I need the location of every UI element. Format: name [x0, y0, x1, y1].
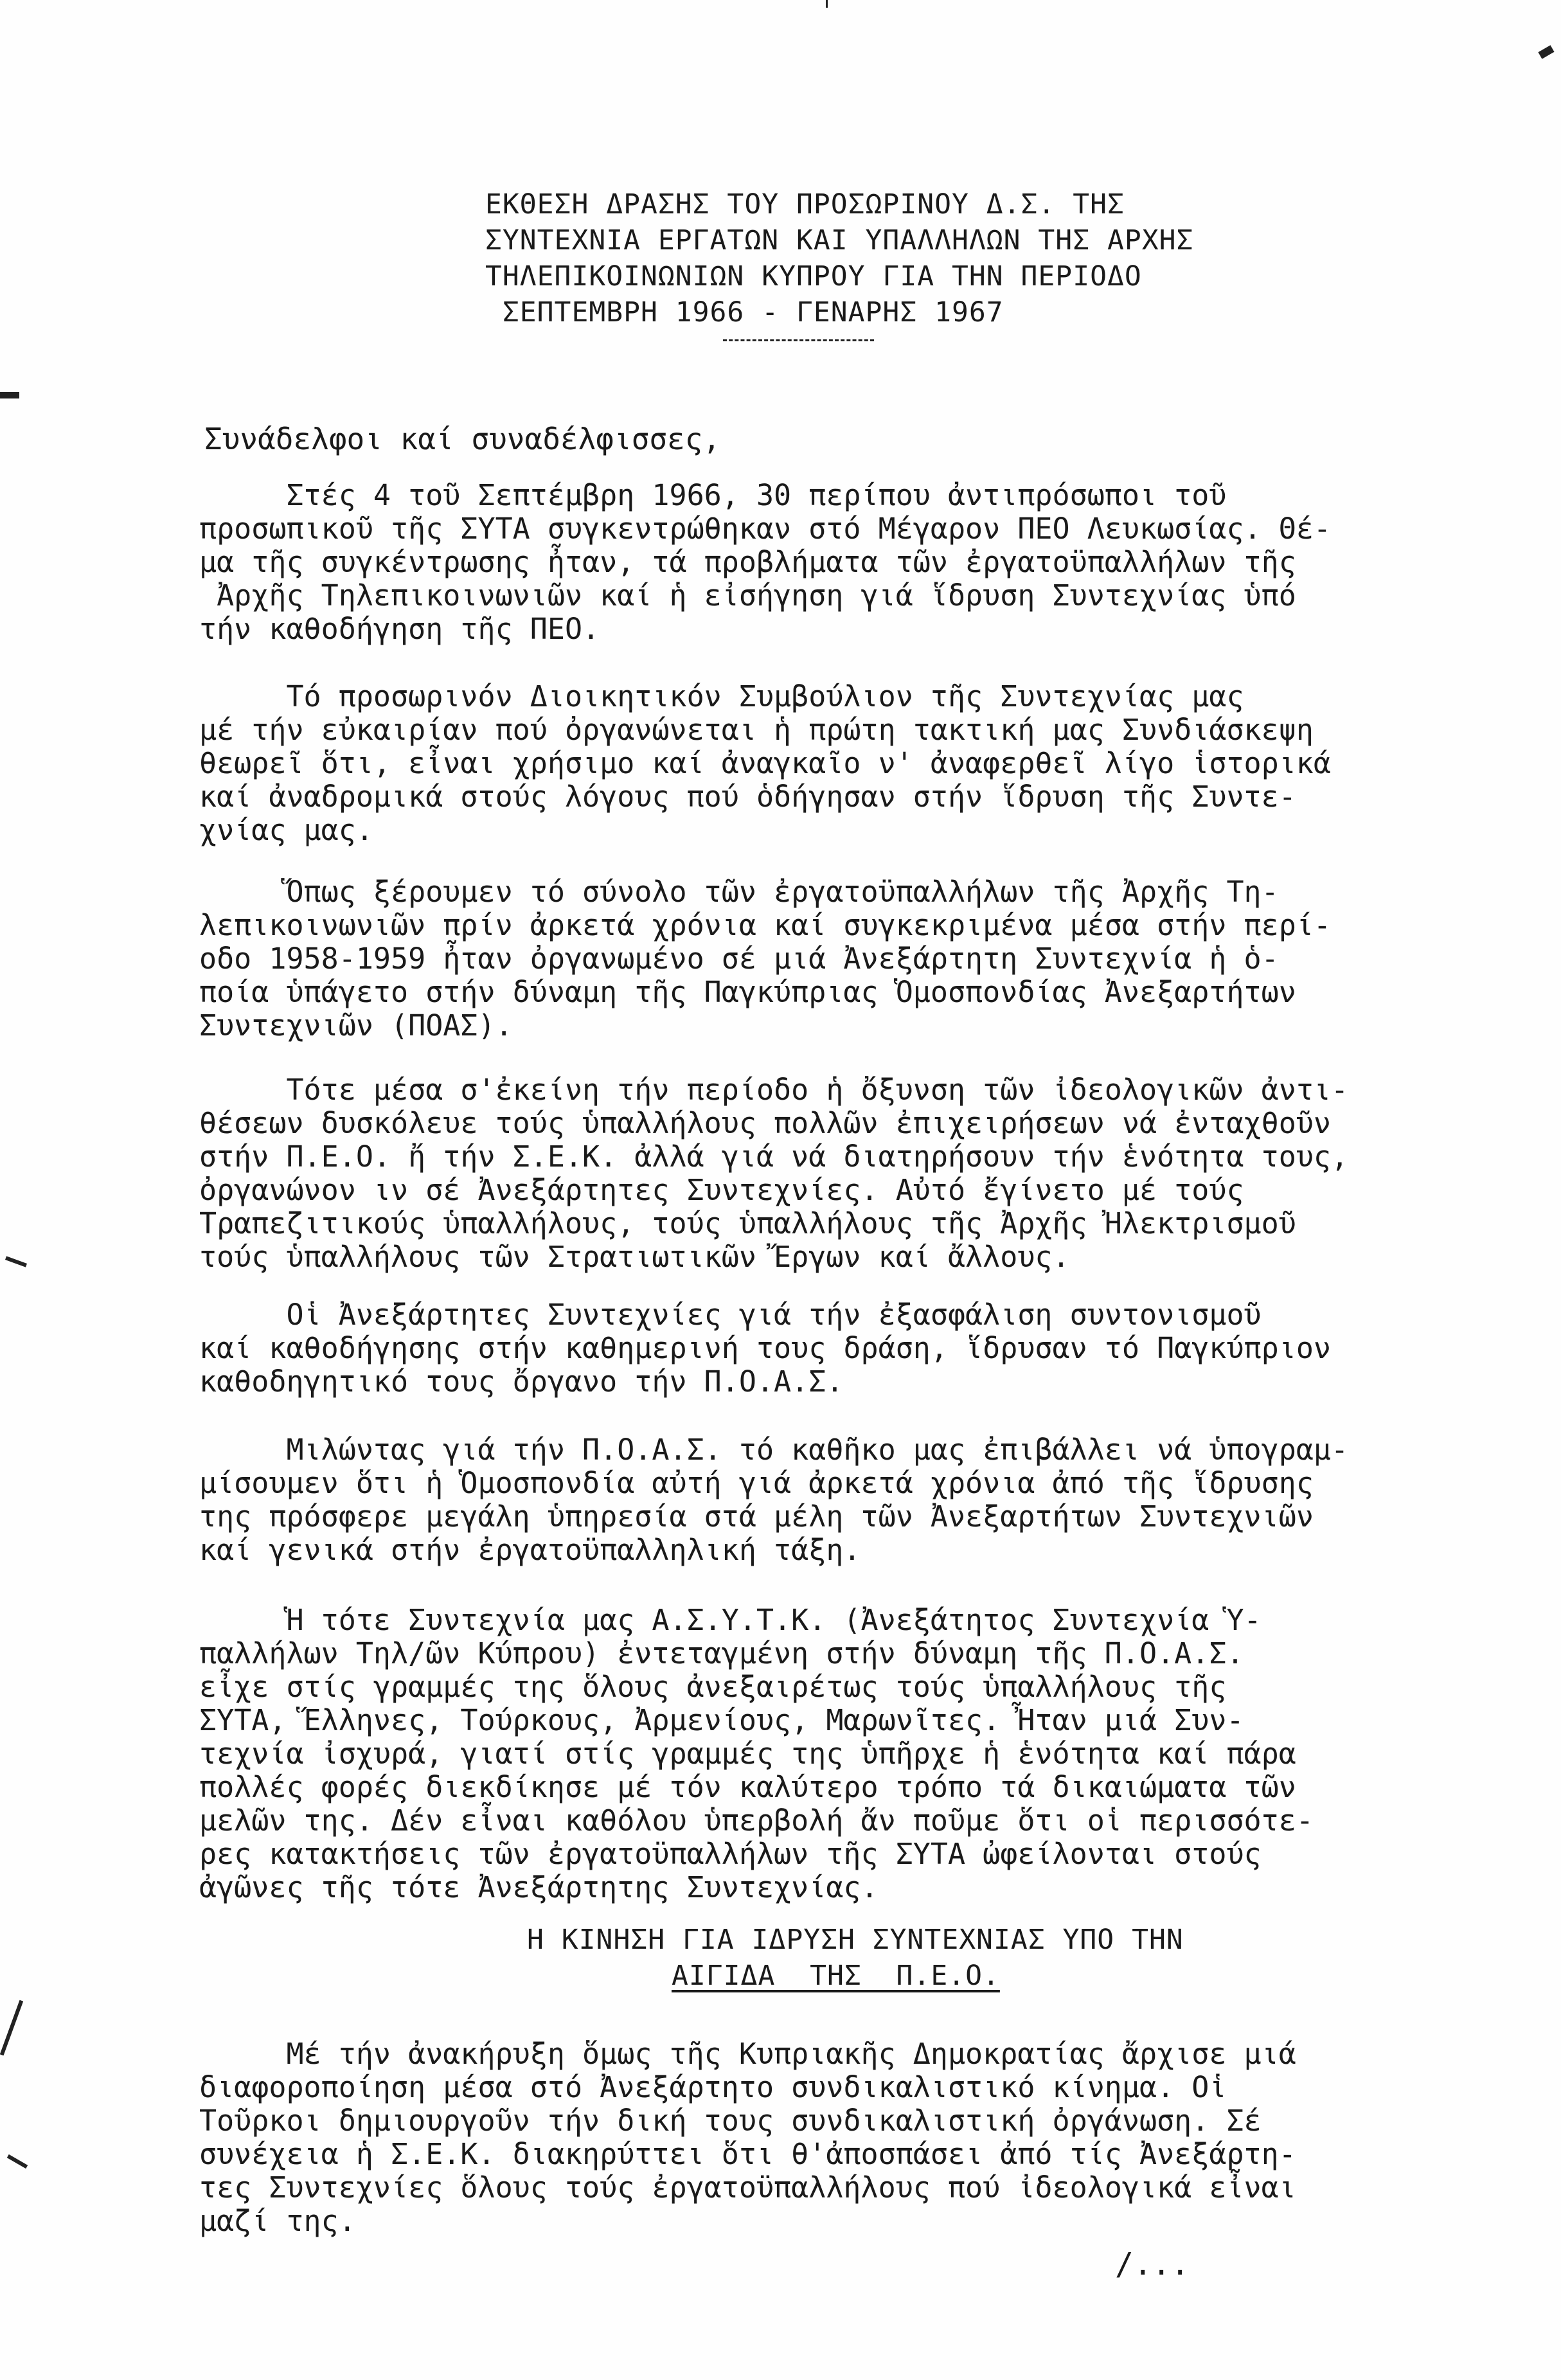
- title-divider: [723, 339, 874, 341]
- text-line: ποία ὑπάγετο στήν δύναμη τῆς Παγκύπριας Ὁμοσπονδίας Ἀνεξαρτήτων: [199, 975, 1296, 1009]
- text-line: εἶχε στίς γραμμές της ὅλους ἀνεξαιρέτως τούς ὑπαλλήλους τῆς: [199, 1670, 1227, 1704]
- text-line: διαφοροποίηση μέσα στό Ἀνεξάρτητο συνδικαλιστικό κίνημα. Οἱ: [199, 2070, 1227, 2104]
- text-line: Συντεχνιῶν (ΠΟΑΣ).: [199, 1008, 513, 1042]
- scan-margin-mark: [5, 1256, 27, 1267]
- text-line: καί γενικά στήν ἐργατοϋπαλληλική τάξη.: [199, 1533, 861, 1567]
- text-line: καί καθοδήγησης στήν καθημερινή τους δράση, ἵδρυσαν τό Παγκύπριον: [199, 1331, 1331, 1365]
- text-line: Στές 4 τοῦ Σεπτέμβρη 1966, 30 περίπου ἀντιπρόσωποι τοῦ: [199, 478, 1227, 512]
- text-line: οδο 1958-1959 ἦταν ὀργανωμένο σέ μιά Ἀνεξάρτητη Συντεχνία ἡ ὁ-: [199, 942, 1279, 976]
- text-line: θεωρεῖ ὅτι, εἶναι χρήσιμο καί ἀναγκαῖο ν' ἀναφερθεῖ λίγο ἱστορικά: [199, 746, 1331, 780]
- text-line: καί ἀναδρομικά στούς λόγους πού ὁδήγησαν στήν ἵδρυση τῆς Συντε-: [199, 780, 1296, 814]
- text-line: ρες κατακτήσεις τῶν ἐργατοϋπαλλήλων τῆς ΣΥΤΑ ὠφείλονται στούς: [199, 1837, 1262, 1871]
- text-line: Ὅπως ξέρουμεν τό σύνολο τῶν ἐργατοϋπαλλήλων τῆς Ἀρχῆς Τη-: [199, 875, 1279, 909]
- text-line: παλλήλων Τηλ/ῶν Κύπρου) ἐντεταγμένη στήν δύναμη τῆς Π.Ο.Α.Σ.: [199, 1636, 1244, 1670]
- text-line: της πρόσφερε μεγάλη ὑπηρεσία στά μέλη τῶν Ἀνεξαρτήτων Συντεχνιῶν: [199, 1499, 1314, 1534]
- text-line: τεχνία ἰσχυρά, γιατί στίς γραμμές της ὑπῆρχε ἡ ἑνότητα καί πάρα: [199, 1737, 1296, 1771]
- text-line: πολλές φορές διεκδίκησε μέ τόν καλύτερο τρόπο τά δικαιώματα τῶν: [199, 1770, 1296, 1804]
- text-line: Οἱ Ἀνεξάρτητες Συντεχνίες γιά τήν ἐξασφάλιση συντονισμοῦ: [199, 1298, 1262, 1332]
- heading-line-underlined: ΑΙΓΙΔΑ ΤΗΣ Π.Ε.Ο.: [672, 1960, 1000, 1992]
- text-line: ΣΥΤΑ, Ἕλληνες, Τούρκους, Ἀρμενίους, Μαρωνῖτες. Ἦταν μιά Συν-: [199, 1703, 1244, 1737]
- text-line: Μιλώντας γιά τήν Π.Ο.Α.Σ. τό καθῆκο μας ἐπιβάλλει νά ὑπογραμ-: [199, 1433, 1349, 1467]
- text-line: στήν Π.Ε.Ο. ἤ τήν Σ.Ε.Κ. ἀλλά γιά νά διατηρήσουν τήν ἑνότητα τους,: [199, 1140, 1349, 1174]
- text-line: τήν καθοδήγηση τῆς ΠΕΟ.: [199, 612, 600, 646]
- text-line: μέ τήν εὐκαιρίαν πού ὀργανώνεται ἡ πρώτη τακτική μας Συνδιάσκεψη: [199, 713, 1314, 747]
- section-heading: [527, 1922, 1298, 1994]
- title-line: ΕΚΘΕΣΗ ΔΡΑΣΗΣ ΤΟΥ ΠΡΟΣΩΡΙΝΟΥ Δ.Σ. ΤΗΣ: [485, 188, 1125, 220]
- text-line: καθοδηγητικό τους ὄργανο τήν Π.Ο.Α.Σ.: [199, 1364, 844, 1399]
- text-line: λεπικοινωνιῶν πρίν ἀρκετά χρόνια καί συγκεκριμένα μέσα στήν περί-: [199, 908, 1331, 942]
- title-line: ΣΥΝΤΕΧΝΙΑ ΕΡΓΑΤΩΝ ΚΑΙ ΥΠΑΛΛΗΛΩΝ ΤΗΣ ΑΡΧΗΣ: [485, 224, 1194, 256]
- text-line: Μέ τήν ἀνακήρυξη ὅμως τῆς Κυπριακῆς Δημοκρατίας ἄρχισε μιά: [199, 2037, 1296, 2071]
- paragraph-7: [199, 1604, 1485, 1904]
- text-line: μα τῆς συγκέντρωσης ἦταν, τά προβλήματα τῶν ἐργατοϋπαλλήλων τῆς: [199, 545, 1296, 579]
- text-line: ὀργανώνον ιν σέ Ἀνεξάρτητες Συντεχνίες. Αὐτό ἔγίνετο μέ τούς: [199, 1173, 1244, 1207]
- text-line: χνίας μας.: [199, 813, 373, 847]
- paragraph-4: [199, 1073, 1485, 1274]
- text-line: μαζί της.: [199, 2204, 356, 2238]
- text-line: Ἡ τότε Συντεχνία μας Α.Σ.Υ.Τ.Κ. (Ἀνεξάτητος Συντεχνία Ὑ-: [199, 1603, 1262, 1637]
- paragraph-2: [199, 680, 1485, 847]
- heading-line: Η ΚΙΝΗΣΗ ΓΙΑ ΙΔΡΥΣΗ ΣΥΝΤΕΧΝΙΑΣ ΥΠΟ ΤΗΝ: [527, 1924, 1184, 1956]
- text-line: θέσεων δυσκόλευε τούς ὑπαλλήλους πολλῶν ἐπιχειρήσεων νά ἐνταχθοῦν: [199, 1106, 1331, 1140]
- text-line: ἀγῶνες τῆς τότε Ἀνεξάρτητης Συντεχνίας.: [199, 1870, 879, 1904]
- text-line: συνέχεια ἡ Σ.Ε.Κ. διακηρύττει ὅτι θ'ἀποσπάσει ἀπό τίς Ἀνεξάρτη-: [199, 2137, 1296, 2171]
- paragraph-6: [199, 1433, 1485, 1567]
- document-title: [485, 186, 1321, 330]
- salutation: Συνάδελφοι καί συναδέλφισσες,: [204, 422, 721, 456]
- text-line: τες Συντεχνίες ὅλους τούς ἐργατοϋπαλλήλους πού ἰδεολογικά εἶναι: [199, 2170, 1296, 2205]
- scan-margin-mark: [0, 2000, 23, 2056]
- paragraph-1: [199, 479, 1485, 646]
- scan-top-mark: [826, 0, 828, 8]
- title-line: ΣΕΠΤΕΜΒΡΗ 1966 - ΓΕΝΑΡΗΣ 1967: [485, 296, 1004, 328]
- paragraph-3: [199, 875, 1485, 1042]
- text-line: προσωπικοῦ τῆς ΣΥΤΑ συγκεντρώθηκαν στό Μέγαρον ΠΕΟ Λευκωσίας. Θέ-: [199, 512, 1331, 546]
- scan-margin-mark: [0, 392, 19, 398]
- text-line: Τότε μέσα σ'ἐκείνη τήν περίοδο ἡ ὄξυνση τῶν ἰδεολογικῶν ἀντι-: [199, 1073, 1349, 1107]
- text-line: Ἀρχῆς Τηλεπικοινωνιῶν καί ἡ εἰσήγηση γιά ἵδρυση Συντεχνίας ὑπό: [199, 578, 1296, 613]
- text-line: τούς ὑπαλλήλους τῶν Στρατιωτικῶν Ἔργων καί ἄλλους.: [199, 1240, 1070, 1274]
- text-line: μελῶν της. Δέν εἶναι καθόλου ὑπερβολή ἄν ποῦμε ὅτι οἱ περισσότε-: [199, 1803, 1314, 1838]
- continued-marker: /...: [1115, 2246, 1190, 2282]
- text-line: μίσουμεν ὅτι ἡ Ὁμοσπονδία αὐτή γιά ἀρκετά χρόνια ἀπό τῆς ἵδρυσης: [199, 1466, 1314, 1500]
- text-line: Τοῦρκοι δημιουργοῦν τήν δική τους συνδικαλιστική ὀργάνωση. Σέ: [199, 2104, 1262, 2138]
- paragraph-5: [199, 1298, 1485, 1399]
- title-line: ΤΗΛΕΠΙΚΟΙΝΩΝΙΩΝ ΚΥΠΡΟΥ ΓΙΑ ΤΗΝ ΠΕΡΙΟΔΟ: [485, 260, 1142, 292]
- scan-corner-mark: [1538, 45, 1554, 58]
- scan-margin-mark: [7, 2154, 28, 2169]
- paragraph-8: [199, 2037, 1485, 2238]
- text-line: Τό προσωρινόν Διοικητικόν Συμβούλιον τῆς Συντεχνίας μας: [199, 679, 1244, 713]
- text-line: Τραπεζιτικούς ὑπαλλήλους, τούς ὑπαλλήλους τῆς Ἀρχῆς Ἠλεκτρισμοῦ: [199, 1206, 1296, 1240]
